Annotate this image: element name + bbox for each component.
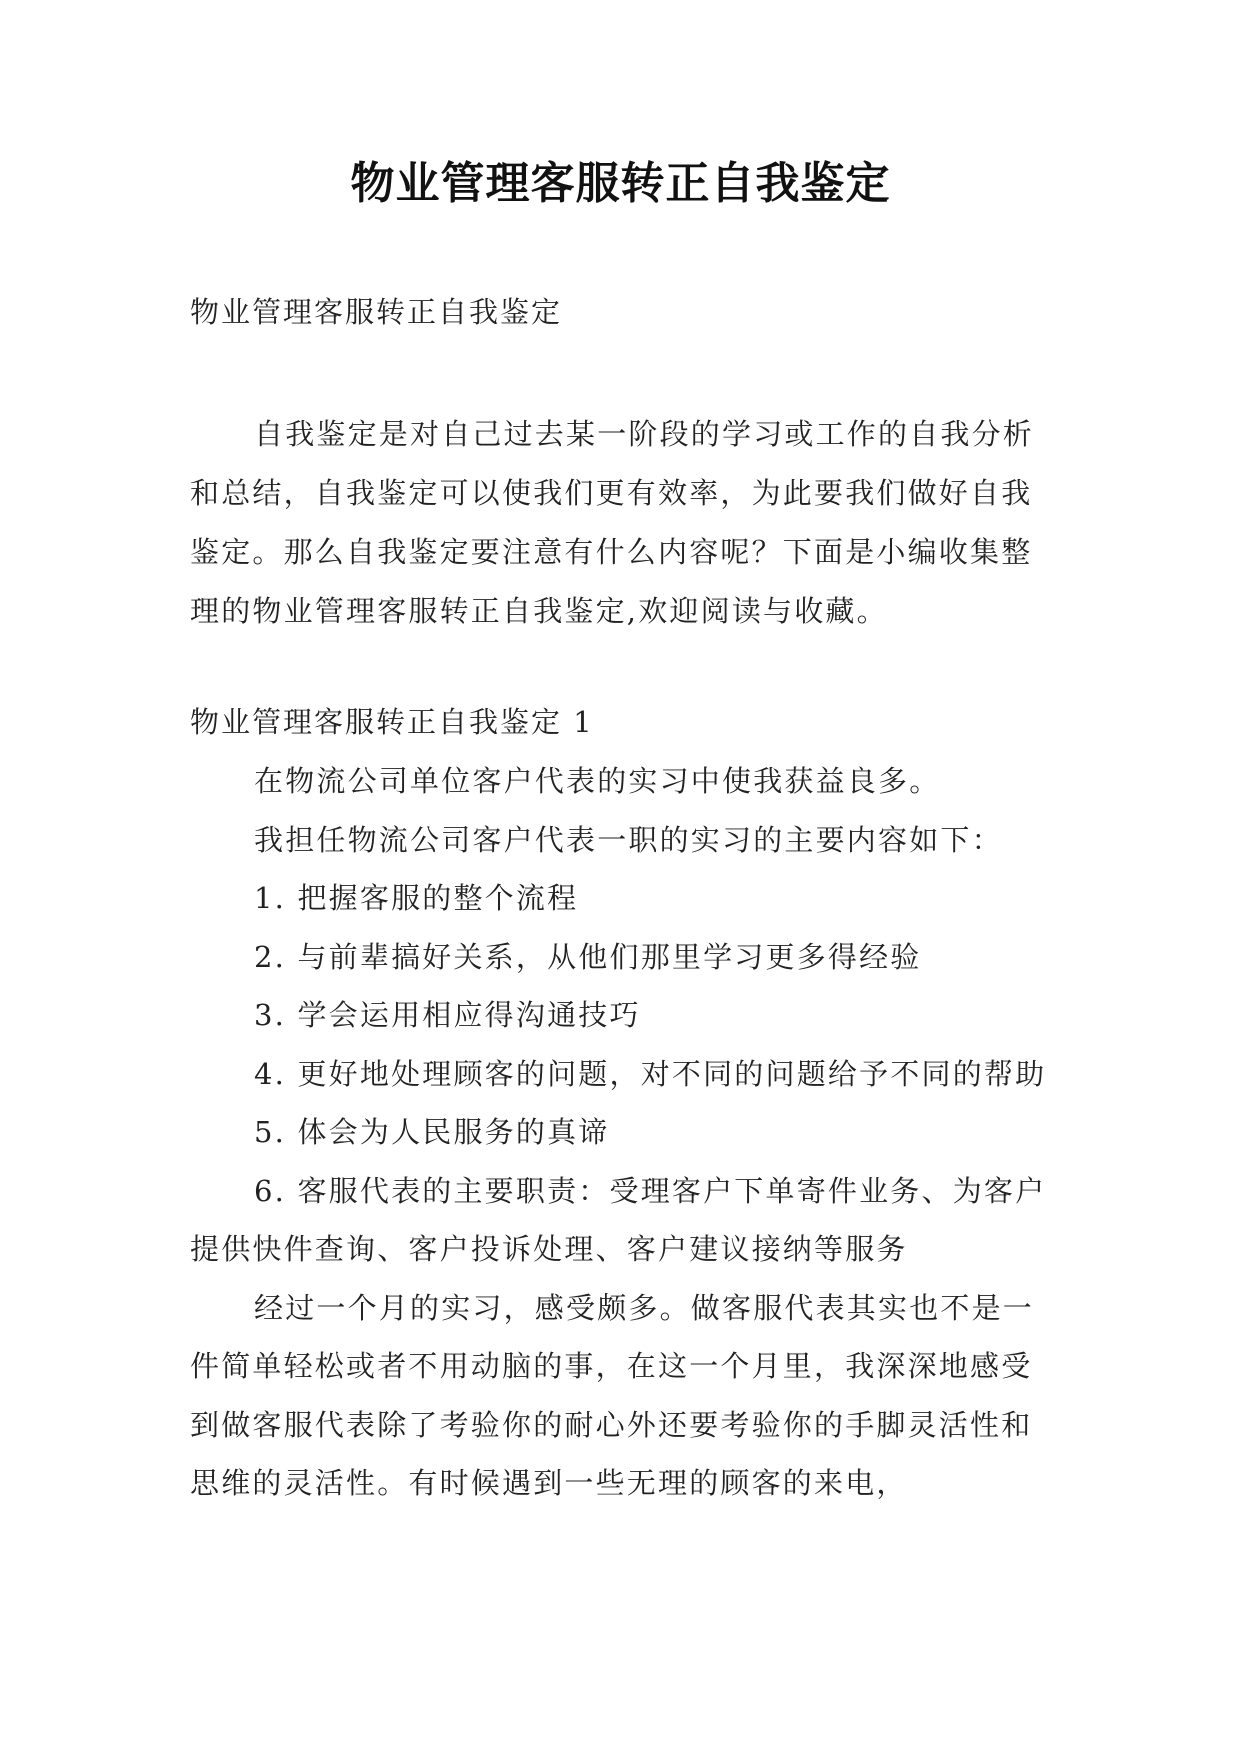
list-item: 5. 体会为人民服务的真谛 — [254, 1115, 610, 1149]
list-item: 6. 客服代表的主要职责：受理客户下单寄件业务、为客户提供快件查询、客户投诉处理、客户建议接纳等服务 — [190, 1173, 1047, 1266]
list-item: 3. 学会运用相应得沟通技巧 — [254, 998, 641, 1032]
paragraph: 在物流公司单位客户代表的实习中使我获益良多。 — [254, 764, 941, 798]
paragraph: 经过一个月的实习，感受颇多。做客服代表其实也不是一件简单轻松或者不用动脑的事，在这一个月里，我深深地感受到做客服代表除了考验你的耐心外还要考验你的手脚灵活性和思维的灵活性。有时候遇到一些无理的顾客的来电， — [190, 1290, 1035, 1500]
list-item: 4. 更好地处理顾客的问题，对不同的问题给予不同的帮助 — [254, 1056, 1047, 1091]
list-item: 2. 与前辈搞好关系，从他们那里学习更多得经验 — [254, 939, 922, 974]
paragraph: 我担任物流公司客户代表一职的实习的主要内容如下： — [254, 822, 1003, 857]
document-title: 物业管理客服转正自我鉴定 — [350, 158, 891, 209]
section-heading: 物业管理客服转正自我鉴定 1 — [190, 705, 594, 739]
section-content — [190, 752, 1050, 1513]
list-item: 1. 把握客服的整个流程 — [254, 881, 579, 915]
document-subtitle: 物业管理客服转正自我鉴定 — [190, 295, 563, 329]
intro-paragraph: 自我鉴定是对自己过去某一阶段的学习或工作的自我分析和总结，自我鉴定可以使我们更有效率，为此要我们做好自我鉴定。那么自我鉴定要注意有什么内容呢？下面是小编收集整理的物业管理客服转正自我鉴定,欢迎阅读与收藏。 — [190, 417, 1035, 628]
